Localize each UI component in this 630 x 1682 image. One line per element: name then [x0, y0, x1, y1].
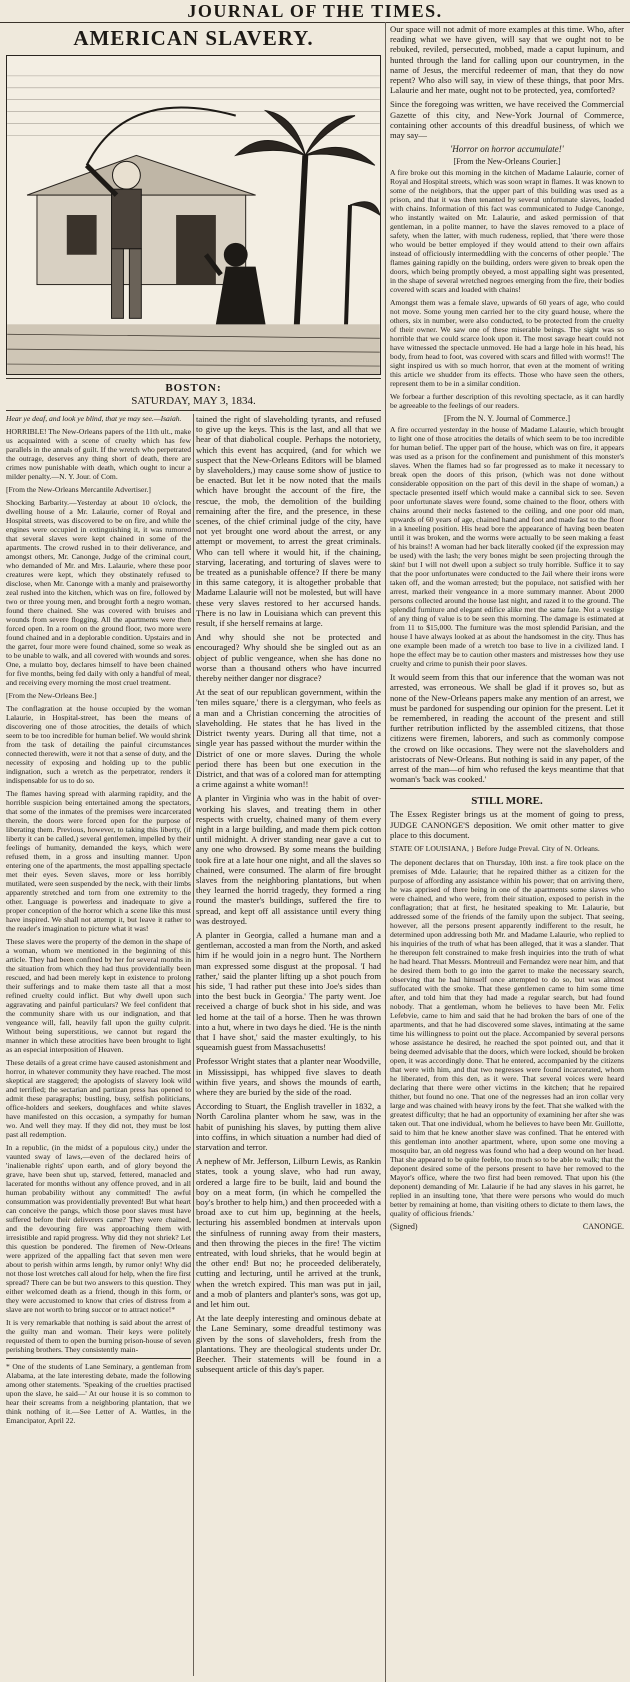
still-more-title: STILL MORE.: [471, 795, 543, 808]
column-divider: [193, 414, 194, 1676]
source-journal: [From the N. Y. Journal of Commerce.]: [444, 414, 570, 424]
article-paragraph: Professor Wright states that a planter near Woodville, in Mississippi, has whipped five slaves to death within five years, and shows the mounds of earth, where they are buried by the side of the road.: [196, 1056, 381, 1097]
article-paragraph: And why should she not be protected and encouraged? Why should she be singled out as an object of public vengeance, when she has done no worse than a thousand others who have incurred thereby neither danger nor disgrace?: [196, 632, 381, 684]
article-paragraph: Our space will not admit of more examples at this time. Who, after reading what we have given, will say that we ought not to be rebuked, reviled, persecuted, mobbed, made a caput lupinum, and hunted through the land for calling upon our countrymen, in the name of Jesus, the merciful redeemer of man, that they do now repent? Who also will say, in view of these things, that poor Mrs. Lalaurie and her mate, ought not to be protected, yea, comforted?: [390, 24, 624, 96]
article-paragraph: A nephew of Mr. Jefferson, Lilburn Lewis, as Rankin states, took a young slave, who had run away, ordered a large fire to be built, laid and bound the boy on a meat form, (in which he compelled the boy's brother to help him,) and then proceeded with a broad axe to cut him up, beginning at the heels, lecturing his assembled bondmen at intervals upon the sinfulness of running away from their masters, and then throwing the pieces in the fire! The victim entreated, with loud shrieks, that he would begin at the other end! But no; he proceeded deliberately, cutting and lecturing, until he arrived at the trunk, when the wretch expired. This man was put in jail, and a mob of planters and planter's sons, was got up, and let him out.: [196, 1156, 381, 1310]
courier-paragraph: Amongst them was a female slave, upwards of 60 years of age, who could not move. Some young men carried her to the city guard house, where the others, six in number, were also conducted, to be protected from the cruelty of their owner. We saw one of these miserable beings. The sight was so horrible that we could scarce look upon it. The most savage heart could not have witnessed the spectacle unmoved. He had a large hole in his head, his body, from head to foot, was covered with scars and filled with worms!! The sight inspired us with so much horror, that even at the moment of writing this article we shudder from its effects. Those who have seen the others, represent them to be in a similar condition.: [390, 298, 624, 389]
article-paragraph: A planter in Georgia, called a humane man and a gentleman, accosted a man from the North, and asked him if he would join in a negro hunt. The Northern man expressed some disgust at the proposal. 'I had rather,' said the planter lifting up a shot pouch from his side, 'I had rather put these into Joe's sides than into the best buck in Georgia.' The party went. Joe received a charge of buck shot in his side, and was led home at the tail of a horse. Then he was thrown into a hut, where in two days he died. 'He is the ninth that I have shot,' said the master exultingly, to his squeamish guest from Massachusetts!: [196, 929, 381, 1053]
article-paragraph: The flames having spread with alarming rapidity, and the horrible suspicion being entertained among the spectators, that some of the inmates of the premises were incarcerated therein, the doors were forced open for the purpose of liberating them. Previous, however, to taking this liberty, (if liberty it can be called,) several gentlemen, impelled by their feelings of humanity, demanded the keys, which were refused them, in a gross and insulting manner. Upon entering one of the apartments, the most appalling spectacle met their eyes. Seven slaves, more or less horribly mutilated, were seen suspended by the neck, with their limbs apparently stretched and torn from one extremity to the other. Language is powerless and inadequate to give a proper conception of the horror which a scene like this must have inspired. We shall not attempt it, but leave it rather to the reader's imagination to picture what it was!: [6, 789, 191, 933]
article-paragraph: These details of a great crime have caused astonishment and horror, in whatever community they have reached. The most skeptical are staggered; the apologists of slavery look wild and terrified; the sectarian and partizan press has opened to admit these paragraphs; bustling, busy, selfish politicians, office-holders and seekers, doughfaces and white slaves have manifested on this occasion, a sympathy for human wo. And well they may. If they did not, they must be lost past all redemption.: [6, 1058, 191, 1139]
issue-date: SATURDAY, MAY 3, 1834.: [131, 395, 256, 407]
woodcut-illustration: [6, 55, 381, 375]
quote-heading: 'Horror on horror accumulate!': [450, 144, 564, 155]
article-paragraph: At the seat of our republican government, within the 'ten miles square,' there is a clergyman, who feels as a man and a Christian concerning the atrocities of slaveholding. He states that he has lived in the District twenty years. During all that time, not a single year has passed without the murder within the District of one or more slaves. During the whole period there has been but one execution in the District, and that was of a colored man for attempting a crime against a white woman!!: [196, 687, 381, 790]
article-paragraph: HORRIBLE! The New-Orleans papers of the 11th ult., make us acquainted with a scene of cruelty which has few parallels in the annals of guilt. If the wretch who perpetrated the outrage, deserves any thing short of death, there are crimes now punishable with death, which ought to incur a milder penalty.—N. Y. Jour. of Com.: [6, 427, 191, 481]
epigraph: Hear ye deaf, and look ye blind, that ye may see.—Isaiah.: [6, 414, 182, 423]
article-paragraph: Since the foregoing was written, we have received the Commercial Gazette of this city, and New-York Journal of Commerce, containing other accounts of this dreadful business, of which we may say—: [390, 99, 624, 141]
journal-paragraph: A fire occurred yesterday in the house of Madame Lalaurie, which brought to light one of those atrocities the details of which seem to be too incredible for human belief. The upper part of the house, which was on fire, it appears was used as a prison for the confinement and punishment of this monster's slaves. When the flames had so far progressed as to make it necessary to break open the doors of this prison, (which was not done without considerable opposition on the part of this devil in the shape of woman,) a spectacle presented itself which would make a cannibal sick to see. Seven poor unfortunate slaves were found, some chained to the floor, others with chains around their necks fastened to the ceiling, and one poor old man, upwards of 60 years of age, chained hand and foot and made fast to the floor in a kneeling position. His head bore the appearance of having been beaten until it was broken, and the worms were actually to be seen making a feast of his brains!! A woman had her back literally cooked (if the expression may be used) with the lash; the very bones might be seen projecting through the skin! but I will not dwell upon a subject so truly horrible. Suffice it to say that the poor unfortunates were conducted to the Jail where their irons were taken off, and the woman arrested; but the populace, not satisfied with her arrest, marked their vengeance in a more summary manner. About 2000 persons collected around the house last night, and razed it to the ground. The splendid furniture and elegant edifice alike met the same fate. Not a vestige of any thing of value is to be seen this morning. The damage is estimated at from 11 to $15,000. The furniture was the most splendid Parisian, and the house I have always looked at as about the handsomest in the city. Thus has one example been made of a wretch too base to live in a civilized land. I hope the effect may be to caution other masters and mistresses how they use cruelty and crime to punish their poor slaves.: [390, 425, 624, 669]
article-column-middle: [196, 414, 381, 1676]
masthead: JOURNAL OF THE TIMES.: [0, 0, 630, 23]
article-column-left: [6, 414, 191, 1676]
headline: AMERICAN SLAVERY.: [73, 26, 314, 50]
still-more-paragraph: The Essex Register brings us at the moment of going to press, JUDGE CANONGE'S deposition. We omit other matter to give place to this document.: [390, 809, 624, 840]
article-paragraph: The conflagration at the house occupied by the woman Lalaurie, in Hospital-street, has been the means of discovering one of those atrocities, the details of which seem to be too incredible for human belief. We would shrink from the task of detailing the painful circumstances connected therewith, were it not that a sense of duty, and the necessity of exposing and holding up to the public indignation, such a wretch as the perpetrator, renders it indispensable for us to do so.: [6, 704, 191, 785]
article-column-right: [390, 24, 624, 1676]
signed-label: (Signed): [390, 1222, 418, 1232]
rule: [6, 378, 381, 379]
article-paragraph: Shocking Barbarity.—Yesterday at about 10 o'clock, the dwelling house of a Mr. Lalaurie, corner of Royal and Hospital streets, was discovered to be on fire, and while the engines were occupied in extinguishing it, it was rumored that several slaves were kept chained in some of the apartments. The crowd rushed in to their deliverance, and amongst others, Mr. Canonge, Judge of the criminal court, who demanded of Mr. and Mrs. Lalaurie, where these poor creatures were kept, which they obstinately refused to disclose, when Mr. Canonge with a manly and praiseworthy zeal rushed into the kitchen, which was on fire, followed by two or three young men, and brought forth a negro woman, found there chained. She was covered with bruises and wounds from severe flogging. All the apartments were then forced open. In a room on the ground floor, two more were found chained and in a deplorable condition. Upstairs and in the garret, four more were found chained, some so weak as to be unable to walk, and all covered with wounds and sores. One, a mulatto boy, declares himself to have been chained for five months, being fed daily with only a handful of meal, and receiving every morning the most cruel treatment.: [6, 498, 191, 687]
dateline: BOSTON:: [165, 382, 222, 394]
article-paragraph: A planter in Virginia who was in the habit of over-working his slaves, and treating them in other respects with cruelty, chained many of them every night in a large building, and made them pick cotton until midnight. A driver standing near gave a cut to any one who drowsed. By some means the building took fire at a late hour one night, and all the slaves so chained, were consumed. The alarm of fire brought slaves from the neighboring plantations, but when they learned the horrid tragedy, they formed a ring round the master's buildings, suffered the fire to spread, and kept off all assistance until every thing was destroyed.: [196, 793, 381, 926]
rule: [390, 788, 624, 789]
left-section: [6, 24, 381, 1676]
signature-line: [390, 1222, 624, 1231]
signed-name: CANONGE.: [582, 1222, 624, 1232]
column-divider: [385, 22, 386, 1682]
woodcut-whipping-scene: [7, 56, 380, 374]
source-courier: [From the New-Orleans Courier.]: [453, 157, 561, 167]
article-paragraph: [From the New-Orleans Bee.]: [6, 691, 97, 700]
article-paragraph: [From the New-Orleans Mercantile Advertiser.]: [6, 485, 151, 494]
article-paragraph: According to Stuart, the English traveller in 1832, a North Carolina planter whom he saw, was in the habit of punishing his slaves, by putting them alive into coffins, in which situation a number had died of starvation and terror.: [196, 1101, 381, 1153]
rule: [6, 410, 381, 411]
footnote: [6, 1358, 191, 1425]
rule: [6, 1358, 191, 1359]
article-paragraph: In a republic, (in the midst of a populous city,) under the vaunted sway of laws,—even of the declared heirs of 'inalienable rights' upon earth, and of glory beyond the grave, have been shut up, starved, fettered, manacled and lacerated for months without any offence proved, and in all human probability without any committed! The awful consummation was providentially prevented! But what heart can conceive the pangs, which those poor slaves must have suffered before their deliverers came? They were chained, and the devouring fire was approaching them with irresistible and rapid progress. Why did they not shriek? Let this question be pondered. The firemen of New-Orleans were apprized of the appalling fact that seven men were about to perish within arms length, by rumor only! Why did not those lost wretches call aloud for help, when the fire first spread? There can be but two answers to this question. They either welcomed death as a friend, though in this form, or they were accustomed to know that cries of distress from a slave are not worth to bring succor or to attract notice!*: [6, 1143, 191, 1314]
article-paragraph: These slaves were the property of the demon in the shape of a woman, whom we mentioned in the beginning of this article. They had been confined by her for several months in the situation from which they had thus providentially been rescued, and had been merely kept in existence to prolong their sufferings and to make them taste all that a most refined cruelty could inflict. But why dwell upon such aggravating and painful particulars? We feel confident that the community share with us our indignation, and that vengeance will, fall, heavily fall upon the guilty culprit. Without being superstitious, we cannot but regard the manner in which these atrocities have been brought to light as an especial interposition of Heaven.: [6, 937, 191, 1054]
article-paragraph: It would seem from this that our inference that the woman was not arrested, was erroneous. We shall be glad if it proves so, but as none of the New-Orleans papers make any mention of an arrest, we must be pardoned for suspending our opinion for the present. Let it be remembered, in reading the account of the present and still further retribution inflicted by the assembled citizens, that those citizens were firemen, laborers, and such as commonly compose the crowd on like occasions. They were not the slaveholders and aristocrats of New-Orleans. But nothing is said in any paper, of the arrest of the man—of him who refused the keys meantime that that woman's 'back was cooked.': [390, 672, 624, 785]
deposition-paragraph: The deponent declares that on Thursday, 10th inst. a fire took place on the premises of Mde. Lalaurie; that he repaired thither as a citizen for the purpose of affording any assistance within his power; that on arriving there, he was apprised of there being in one of the apartments some slaves who were chained, and who were, from their situation, exposed to perish in the conflagration; that at first, he hesitated speaking to Mr. Lalaurie, but addressed some of the friends of the family upon the subject. That seeing, however, all the persons present apparently indifferent to the result, he determined upon addressing both Mr. and Madame Lalaurie, who replied to his inquiries of the truth of what has been alleged, that it was a slander. That he thereupon felt constrained to make fresh inquiries into the truth of what he had heard. That Messrs. Montreuil and Fernandez were near him, and that he desired them both to go into the garret to make the necessary search, observing that he had himself once attempted to do so, but was almost suffocated with the smoke. That these gentlemen came to him some time after, and told him that they had made a regular search, but had found nobody. That a gentleman, whom he believes to have been Mr. Felix Lefebvie, came to him and said that he had broken the bars of one of the apartments, and that he had discovered some slaves, intimating at the same time his willingness to point out the place. Accompanied by several persons whose assistance he desired, he reached the spot pointed out, and that it being deemed advisable that the doors, which were locked, should be broken open, it was accordingly done. That he entered, accompanied by the citizens that were with him, and that two negresses were found incarcerated, whom he liberated, from this den, as it were. That several voices were heard declaring that there were other victims in the kitchen; that he repaired thither, but found no one. That one of the negresses had an iron collar very large and was chained with heavy irons by the feet. That she walked with the greatest difficulty; that he had an opportunity of examining her after she was taken out. That one individual, whom he believes to have been Mr. Guillotte, said to him that he knew another slave was confined. That he entered with this gentleman into another apartment, where, upon some one moving a mosquito bar, an old negress was found who had a deep wound on her head. That she appeared to be quite feeble, too much so to be able to walk; that the deponent desired some of the persons present to have her removed to the Mayor's office, where the two first had been removed. That upon his (the deponent) demanding of Mr. Lalaurie if he had any slaves in his garret, he replied in an insulting tone, 'that there were persons who would do much better by remaining at home, than visiting others to dictate to them laws, the quality of officious friends.': [390, 858, 624, 1219]
courier-paragraph: We forbear a further description of this revolting spectacle, as it can hardly be agreeable to the feelings of our readers.: [390, 392, 624, 411]
article-paragraph: At the late deeply interesting and ominous debate at the Lane Seminary, some dreadful testimony was given by the sons of slaveholders, fresh from the plantations. They are theological students under Dr. Beecher. Their statements will be found in a subsequent article of this day's paper.: [196, 1313, 381, 1375]
article-paragraph: It is very remarkable that nothing is said about the arrest of the guilty man and woman. Their keys were politely requested of them to open the burning prison-house of seven perishing brothers. They consistently main-: [6, 1318, 191, 1354]
footnote-text: * One of the students of Lane Seminary, a gentleman from Alabama, at the late interesting debate, made the following among other statements. 'Speaking of the cruelties practised upon the slave, he said—' At our house it is so common to hear their screams from a neighboring plantation, that we think nothing of it.—See Letter of A. Wattles, in the Emancipator, April 22.: [6, 1362, 191, 1425]
article-paragraph: tained the right of slaveholding tyrants, and refused to give up the keys. This is the last, and all that we hear of that diabolical couple. Perhaps the notoriety, which this event has acquired, (and for which we suspect that the New-Orleans Editors will be blamed by slaveholders,) may cause some show of justice to be enacted. But let it be now noted that the mails which have brought the account of the fire, the rescue, the mob, the demolition of the building remaining after the fire, and the presence, in these scenes, of the chief criminal judge of the city, have not yet brought one word about the arrest, or any attempt or movement, to arrest the great criminals. Who can tell where it would hit, if the chaining, starving, lacerating, and torturing of slaves were to be treated as a punishable offence? If there be many in this same category, it is altogether probable that Madame Lalaurie will not be molested, but will have these very slaves restored to her accursed hands. There is no law in Louisiana which can prevent this result, if she herself remains at large.: [196, 414, 381, 629]
deposition-caption: STATE OF LOUISIANA, } Before Judge Preval. City of N. Orleans.: [390, 844, 600, 854]
courier-paragraph: A fire broke out this morning in the kitchen of Madame Lalaurie, corner of Royal and Hospital streets, which was soon wrapt in flames. It was known to some of the neighbors, that the upper part of this building was used as a prison, and that it was then tenanted by several unfortunate slaves, loaded with chains. Information of this fact was communicated to Judge Canonge, who instantly waited on Mr. Lalaurie, and asked permission of that gentleman, in a polite manner, to have the slaves removed to a place of safety, when the latter, with much rudeness, replied, that 'there were those who would be better employed if they would attend to their own affairs instead of officiously intermeddling with the concerns of other people.' The flames gaining rapidly on the building, orders were given to break open the doors, which being promptly obeyed, a most appalling sight was presented, in the shape of several wretched negroes emerging from the fire, their bodies covered with scars and loaded with chains!: [390, 168, 624, 295]
